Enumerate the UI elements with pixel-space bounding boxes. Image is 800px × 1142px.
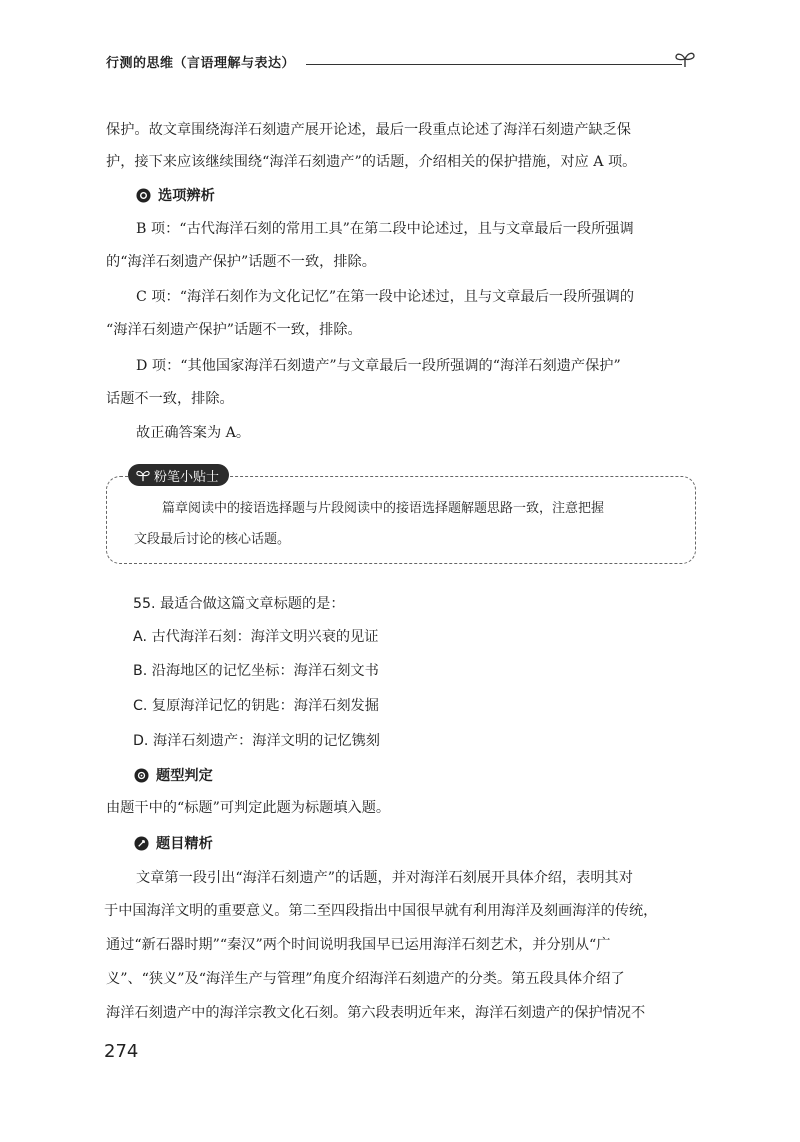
analysis-line-3: 通过“新石器时期”“秦汉”两个时间说明我国早已运用海洋石刻艺术，并分别从“广	[106, 937, 611, 953]
option-d-line-1: D 项：“其他国家海洋石刻遗产”与文章最后一段所强调的“海洋石刻遗产保护”	[136, 358, 621, 374]
analysis-line-1: 文章第一段引出“海洋石刻遗产”的话题，并对海洋石刻展开具体介绍，表明其对	[136, 870, 633, 886]
question-option-c: C. 复原海洋记忆的钥匙：海洋石刻发掘	[133, 698, 379, 714]
header-rule	[306, 64, 682, 65]
analysis-line-4: 义”、“狭义”及“海洋生产与管理”角度介绍海洋石刻遗产的分类。第五段具体介绍了	[106, 971, 625, 987]
page-number: 274	[104, 1041, 139, 1062]
analysis-title: 题目精析	[156, 836, 213, 852]
sprout-icon	[136, 468, 150, 482]
analysis-line-5: 海洋石刻遗产中的海洋宗教文化石刻。第六段表明近年来，海洋石刻遗产的保护情况不	[106, 1005, 646, 1021]
section-bullet-icon	[136, 188, 151, 203]
question-option-a: A. 古代海洋石刻：海洋文明兴衰的见证	[133, 629, 379, 645]
answer-conclusion: 故正确答案为 A。	[136, 425, 251, 441]
sprout-icon	[674, 50, 696, 68]
option-analysis-heading	[136, 185, 215, 205]
question-option-d: D. 海洋石刻遗产：海洋文明的记忆镌刻	[133, 733, 380, 749]
tip-badge-label: 粉笔小贴士	[154, 469, 220, 485]
tip-badge	[128, 464, 229, 486]
option-analysis-title: 选项辨析	[158, 188, 215, 204]
analysis-line-2: 于中国海洋文明的重要意义。第二至四段指出中国很早就有利用海洋及刻画海洋的传统，	[104, 903, 658, 919]
option-c-line-1: C 项：“海洋石刻作为文化记忆”在第一段中论述过，且与文章最后一段所强调的	[136, 289, 635, 305]
question-option-b: B. 沿海地区的记忆坐标：海洋石刻文书	[133, 663, 379, 679]
section-bullet-icon	[134, 768, 149, 783]
running-header	[106, 50, 696, 74]
header-title: 行测的思维（言语理解与表达）	[106, 56, 296, 71]
option-b-line-2: 的“海洋石刻遗产保护”话题不一致，排除。	[106, 254, 376, 270]
intro-line-1: 保护。故文章围绕海洋石刻遗产展开论述，最后一段重点论述了海洋石刻遗产缺乏保	[106, 122, 631, 138]
tip-box	[106, 476, 696, 564]
tip-line-1: 篇章阅读中的接语选择题与片段阅读中的接语选择题解题思路一致，注意把握	[162, 501, 605, 516]
intro-line-2: 护，接下来应该继续围绕“海洋石刻遗产”的话题，介绍相关的保护措施，对应 A 项。	[106, 154, 637, 170]
type-judgement-text: 由题干中的“标题”可判定此题为标题填入题。	[106, 800, 391, 816]
target-icon	[134, 836, 149, 851]
type-judgement-title: 题型判定	[156, 768, 213, 784]
type-judgement-heading	[134, 765, 213, 785]
option-d-line-2: 话题不一致，排除。	[106, 391, 234, 407]
option-c-line-2: “海洋石刻遗产保护”话题不一致，排除。	[106, 322, 362, 338]
option-b-line-1: B 项：“古代海洋石刻的常用工具”在第二段中论述过，且与文章最后一段所强调	[136, 221, 634, 237]
tip-line-2: 文段最后讨论的核心话题。	[134, 532, 291, 547]
analysis-heading	[134, 833, 213, 853]
question-stem: 55. 最适合做这篇文章标题的是：	[133, 596, 345, 612]
